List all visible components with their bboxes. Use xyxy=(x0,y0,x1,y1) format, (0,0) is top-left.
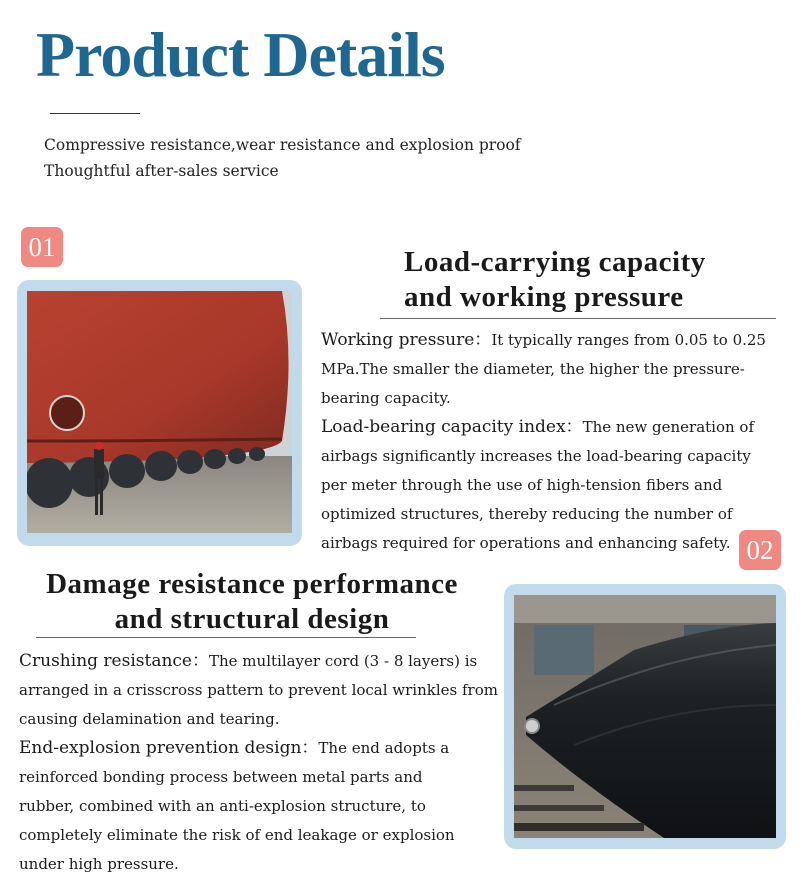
section-heading xyxy=(404,245,706,315)
title-divider xyxy=(50,113,140,114)
spec-label: Load-bearing capacity index： xyxy=(321,417,583,437)
airbag-closeup-photo xyxy=(514,595,776,838)
spec-item xyxy=(321,326,781,413)
spec-item xyxy=(19,647,499,734)
heading-underline xyxy=(380,318,776,319)
section-number-badge: 01 xyxy=(21,227,63,267)
heading-line: Damage resistance performance xyxy=(46,568,458,600)
spec-label: End-explosion prevention design： xyxy=(19,738,319,758)
section-heading xyxy=(36,567,468,637)
heading-line: and structural design xyxy=(114,603,390,635)
spec-label: Crushing resistance： xyxy=(19,651,209,671)
section-body xyxy=(321,326,781,558)
heading-line: and working pressure xyxy=(404,281,684,313)
page-title: Product Details xyxy=(36,19,445,90)
spec-label: Working pressure： xyxy=(321,330,492,350)
spec-text: It typically ranges from 0.05 to 0.25 MPa.The smaller the diameter, the higher the pressure-bearing capacity. xyxy=(321,331,766,407)
heading-underline xyxy=(36,637,416,638)
spec-text: The new generation of airbags significantly increases the load-bearing capacity per meter through the use of high-tension fibers and optimized structures, thereby reducing the number of airbags required for operations and enhancing safety. xyxy=(321,418,755,552)
section-number-badge: 02 xyxy=(739,530,781,570)
spec-text: The end adopts a reinforced bonding process between metal parts and rubber, combined with an anti-explosion structure, to completely eliminate the risk of end leakage or explosion under high pressure. xyxy=(19,739,455,873)
heading-line: Load-carrying capacity xyxy=(404,246,706,278)
spec-text: The multilayer cord (3 - 8 layers) is arranged in a crisscross pattern to prevent local wrinkles from causing delamination and tearing. xyxy=(19,652,498,728)
spec-item xyxy=(321,413,781,558)
ship-launching-airbags-photo xyxy=(27,291,292,533)
intro-text xyxy=(44,132,544,184)
intro-line: Thoughtful after-sales service xyxy=(44,162,279,180)
intro-line: Compressive resistance,wear resistance and explosion proof xyxy=(44,136,521,154)
section-body xyxy=(19,647,499,879)
spec-item xyxy=(19,734,479,879)
